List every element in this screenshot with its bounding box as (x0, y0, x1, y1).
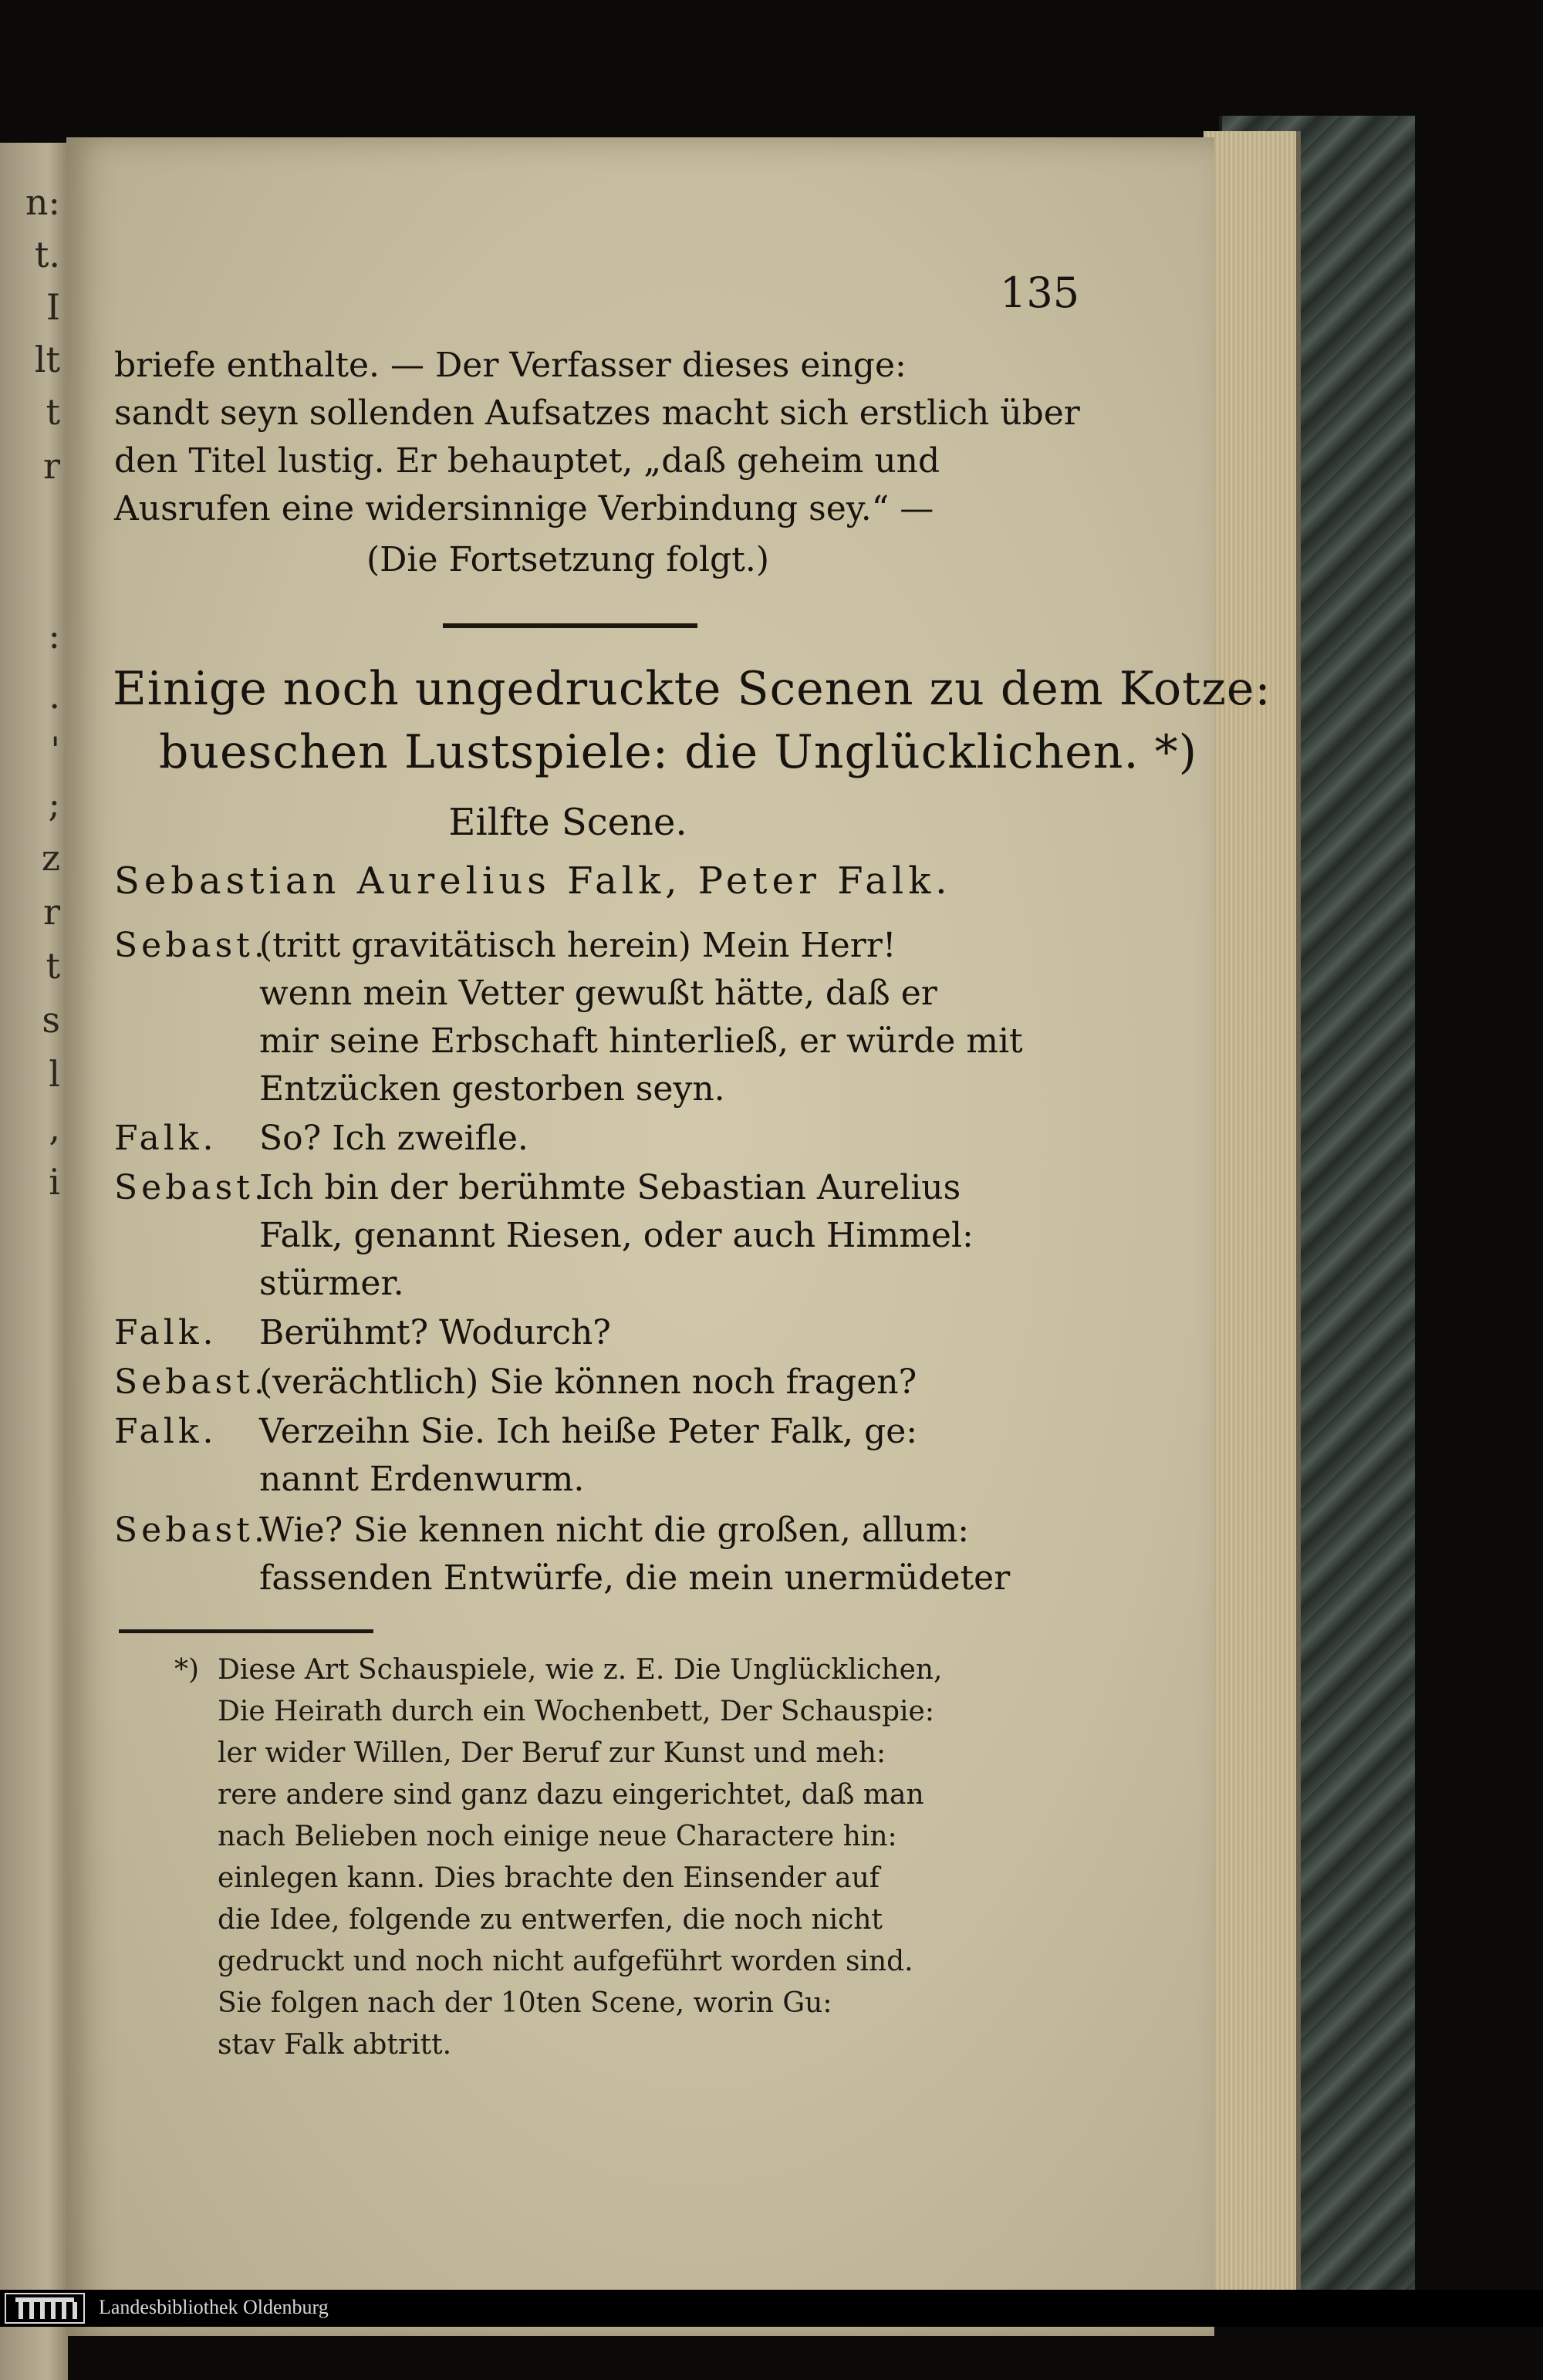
heading-line: bueschen Lustspiele: die Unglücklichen. *) (159, 725, 1198, 779)
footnote-line: stav Falk abtritt. (218, 2029, 452, 2061)
speech-line: Verzeihn Sie. Ich heiße Peter Falk, ge: (259, 1412, 918, 1451)
left-fragment: I (46, 286, 60, 328)
footnote-line: gedruckt und noch nicht aufgeführt worden sind. (218, 1946, 913, 1977)
institution-label[interactable]: Landesbibliothek Oldenburg (99, 2296, 329, 2318)
speech-line: nannt Erdenwurm. (259, 1460, 585, 1499)
left-fragment: z (41, 837, 60, 879)
scene-title: Eilfte Scene. (448, 801, 687, 844)
footnote-line: ler wider Willen, Der Beruf zur Kunst und meh: (218, 1737, 886, 1769)
speaker-label: Falk. (114, 1412, 218, 1451)
speech-line: stürmer. (259, 1264, 404, 1303)
speech-line: Entzücken gestorben seyn. (259, 1069, 725, 1109)
intro-line: Ausrufen eine widersinnige Verbindung sey.“ — (114, 489, 934, 528)
left-fragment: r (43, 445, 60, 487)
speaker-label: Falk. (114, 1119, 218, 1158)
continuation-note: (Die Fortsetzung folgt.) (366, 540, 770, 579)
footnote-line: Die Heirath durch ein Wochenbett, Der Schauspie: (218, 1696, 934, 1727)
left-fragment: , (49, 1107, 60, 1149)
footnote-line: Diese Art Schauspiele, wie z. E. Die Unglücklichen, (218, 1654, 943, 1686)
scanned-page (66, 137, 1271, 2336)
footnote-line: die Idee, folgende zu entwerfen, die noch nicht (218, 1904, 883, 1936)
footnote-line: einlegen kann. Dies brachte den Einsender auf (218, 1862, 880, 1894)
speech-line: Berühmt? Wodurch? (259, 1313, 611, 1352)
left-fragment: ' (50, 729, 60, 771)
speaker-label: Sebast. (114, 926, 268, 965)
left-fragment: : (48, 615, 60, 657)
previous-page-edge (0, 143, 68, 2380)
footnote-line: Sie folgen nach der 10ten Scene, worin Gu: (218, 1987, 832, 2019)
intro-line: briefe enthalte. — Der Verfasser dieses einge: (114, 346, 907, 385)
viewer-footer (0, 2290, 1543, 2327)
left-fragment: ; (48, 783, 60, 825)
page-edges (1204, 131, 1301, 2322)
speech-line: fassenden Entwürfe, die mein unermüdeter (259, 1558, 1011, 1598)
speech-line: (verächtlich) Sie können noch fragen? (259, 1362, 917, 1402)
speaker-label: Sebast. (114, 1511, 268, 1550)
speech-line: wenn mein Vetter gewußt hätte, daß er (259, 974, 937, 1013)
heading-line: Einige noch ungedruckte Scenen zu dem Kotze: (113, 662, 1271, 716)
speech-line: mir seine Erbschaft hinterließ, er würde mit (259, 1021, 1023, 1061)
speech-line: (tritt gravitätisch herein) Mein Herr! (259, 926, 896, 965)
left-fragment: i (49, 1161, 60, 1203)
left-fragment: n: (25, 181, 60, 223)
footnote-line: rere andere sind ganz dazu eingerichtet, daß man (218, 1779, 924, 1811)
footnote-marker: *) (174, 1654, 200, 1686)
left-fragment: t (46, 945, 60, 987)
speech-line: Ich bin der berühmte Sebastian Aurelius (259, 1168, 961, 1207)
left-fragment: s (42, 999, 60, 1041)
left-fragment: l (49, 1053, 60, 1095)
speech-line: Falk, genannt Riesen, oder auch Himmel: (259, 1216, 974, 1255)
intro-line: sandt seyn sollenden Aufsatzes macht sich erstlich über (114, 393, 1080, 433)
library-logo-icon (5, 2293, 85, 2324)
left-fragment: . (49, 675, 60, 717)
page-number: 135 (1000, 268, 1080, 317)
speaker-label: Falk. (114, 1313, 218, 1352)
footnote-divider (119, 1629, 373, 1633)
speaker-label: Sebast. (114, 1362, 268, 1402)
footnote-line: nach Belieben noch einige neue Charactere hin: (218, 1821, 897, 1852)
section-divider (443, 623, 697, 628)
left-fragment: lt (34, 339, 60, 380)
intro-line: den Titel lustig. Er behauptet, „daß geheim und (114, 441, 940, 481)
left-fragment: r (43, 891, 60, 933)
speech-line: Wie? Sie kennen nicht die großen, allum: (259, 1511, 970, 1550)
left-fragment: t (46, 391, 60, 433)
cast-list: Sebastian Aurelius Falk, Peter Falk. (114, 859, 952, 903)
left-fragment: t. (34, 234, 60, 275)
speech-line: So? Ich zweifle. (259, 1119, 528, 1158)
speaker-label: Sebast. (114, 1168, 268, 1207)
